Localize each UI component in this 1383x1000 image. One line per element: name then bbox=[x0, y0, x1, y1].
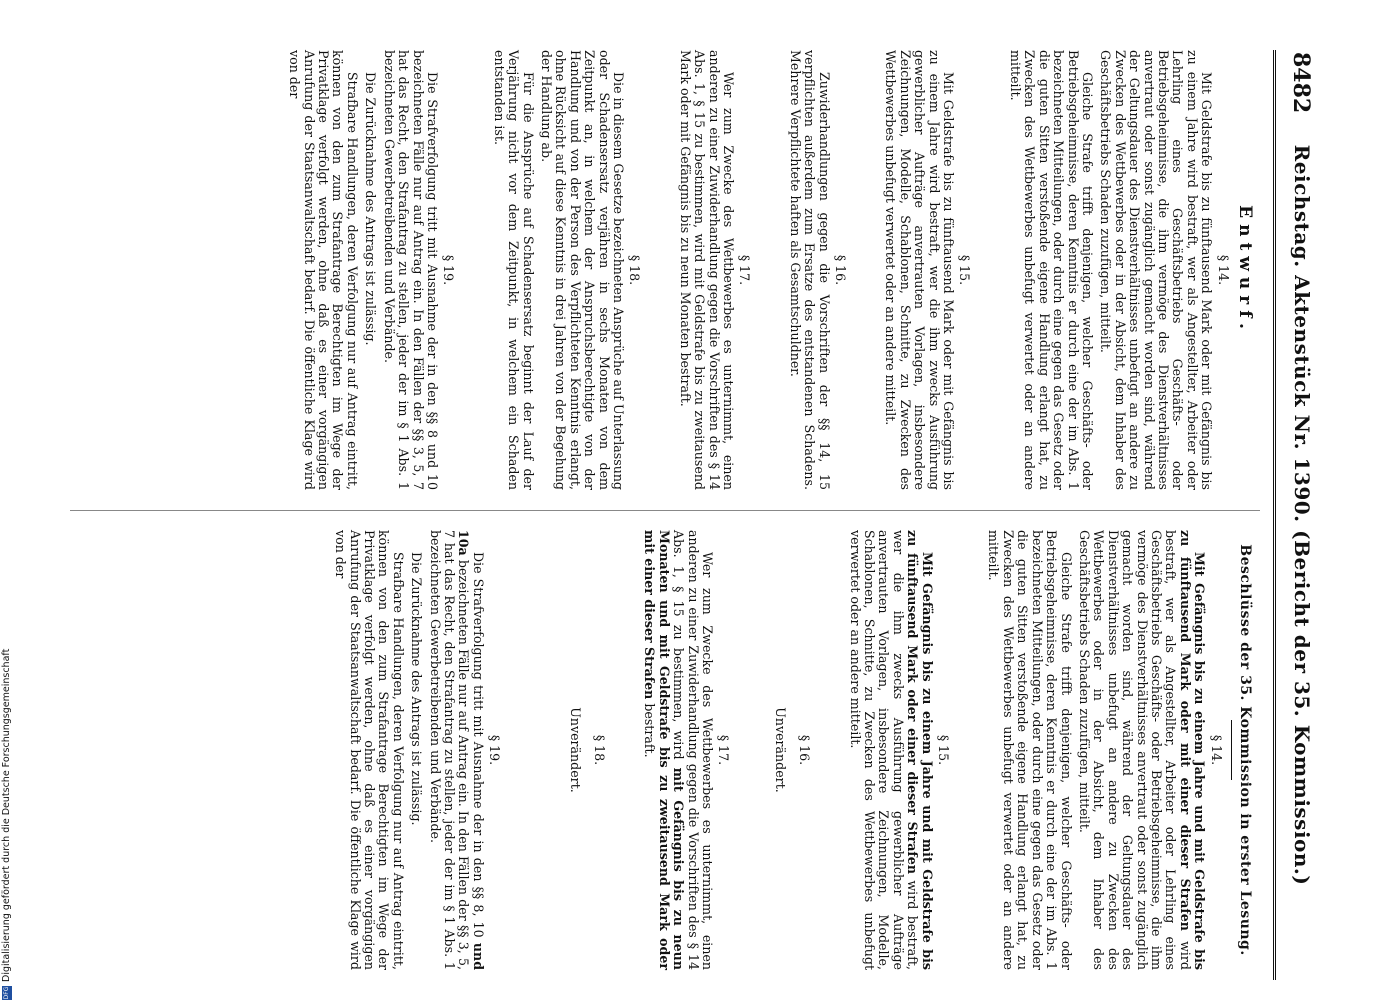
paragraph: Für die Ansprüche auf Schadensersatz beginnt der Lauf der Verjährung nicht vor dem Zeitpunkt, in welchem ein Schaden entstanden ist. bbox=[491, 50, 536, 490]
paragraph: Gleiche Strafe trifft denjenigen, welcher Geschäfts- oder Betriebsgeheimnisse, deren Kenntnis er durch eine der im Abs. 1 bezeichneten Mitteilungen, oder durch eine gegen das Gesetz oder die guten Sitten verstoßende eigene Handlung erlangt hat, zu Zwecken des Wettbewerbes unbefugt verwertet oder an andere mitteilt. bbox=[1007, 50, 1095, 490]
section-title-19: § 19. bbox=[441, 254, 457, 286]
paragraph-text: bezeichneten Fälle nur auf Antrag ein. In den Fällen der §§ 3, 5, 7 hat das Recht, den Strafantrag zu stellen, jeder der im § 1 Abs. 1 bezeichneten Gewerbetreibenden und Verbände. bbox=[427, 530, 472, 970]
section-title-16: § 16. bbox=[833, 254, 849, 286]
paragraph bbox=[1077, 530, 1207, 970]
paragraph-text: Die Strafverfolgung tritt mit Ausnahme der in den §§ 8, 10 bbox=[470, 552, 486, 943]
page-number: 8482 bbox=[1288, 52, 1314, 114]
amended-text: mit Gefängnis bis zu neun Monaten und mit Geldstrafe bis zu zweitausend Mark oder mit einer dieser Strafen bbox=[642, 530, 687, 970]
paragraph: Gleiche Strafe trifft denjenigen, welcher Geschäfts- oder Betriebsgeheimnisse, deren Kenntnis er durch eine der im Abs. 1 bezeichneten Mitteilungen, oder durch eine gegen das Gesetz oder die guten Sitten verstoßende eigene Handlung erlangt hat, zu Zwecken des Wettbewerbes unbefugt verwertet oder an andere mitteilt. bbox=[986, 530, 1074, 970]
paragraph bbox=[642, 530, 714, 970]
rotated-document-page bbox=[60, 50, 1320, 980]
paragraph: Die Zurücknahme des Antrags ist zulässig. bbox=[363, 72, 379, 346]
amended-text: und 10a bbox=[456, 530, 486, 970]
section-title-17: § 17. bbox=[716, 734, 732, 766]
paragraph bbox=[427, 530, 485, 970]
unchanged-note: Unverändert. bbox=[772, 707, 788, 793]
header-rule bbox=[1273, 50, 1276, 980]
paragraph-text: wird bestraft, wer als Angestellter, Arbeiter oder Lehrling eines Geschäftsbetriebs Geschäfts- oder Betriebsgeheimnisse, die ihm vermöge des Dienstverhältnisses anvertraut oder sonst zugänglich gemacht worden sind, während der Geltungsdauer des Dienstverhältnisses unbefugt an andere zu Zwecken des Wettbewerbes oder in der Absicht, dem Inhaber des Geschäftsbetriebs Schaden zuzufügen, mitteilt. bbox=[1076, 530, 1193, 970]
credit-text: Digitalisierung gefördert durch die Deutsche Forschungsgemeinschaft bbox=[1, 648, 12, 982]
draft-column bbox=[60, 50, 1260, 490]
draft-heading: Entwurf. bbox=[1235, 205, 1255, 335]
paragraph: Mit Geldstrafe bis zu fünftausend Mark oder mit Gefängnis bis zu einem Jahre wird bestraft, wer die ihm zwecks Ausführung gewerblicher Aufträge anvertrauten Vorlagen, insbesondere Zeichnungen, Modelle, Schablonen, Schnitte, zu Zwecken des Wettbewerbes unbefugt verwertet oder an andere mitteilt. bbox=[883, 50, 957, 490]
paragraph: Strafbare Handlungen, deren Verfolgung nur auf Antrag eintritt, können von den zum Strafantrage Berechtigten im Wege der Privatklage verfolgt werden, ohne daß es einer vorgängigen Anrufung der Staatsanwaltschaft bedarf. Die öffentliche Klage wird von der bbox=[333, 530, 406, 970]
paragraph: Zuwiderhandlungen gegen die Vorschriften der §§ 14, 15 verpflichten außerdem zum Ersatze des entstandenen Schadens. Mehrere Verpflichtete haften als Gesamtschuldner. bbox=[787, 50, 832, 490]
section-title-15: § 15. bbox=[936, 734, 952, 766]
dfg-logo-icon: DFG bbox=[2, 986, 10, 1000]
unchanged-note: Unverändert. bbox=[567, 707, 583, 793]
paragraph: Die in diesem Gesetze bezeichneten Ansprüche auf Unterlassung oder Schadensersatz verjähren in sechs Monaten von dem Zeitpunkt an, in welchem der Anspruchsberechtigte von der Handlung und von der Person des Verpflichteten Kenntnis erlangt, ohne Rücksicht auf diese Kenntnis in drei Jahren von der Begehung der Handlung ab. bbox=[538, 50, 626, 490]
paragraph: Mit Geldstrafe bis zu fünftausend Mark oder mit Gefängnis bis zu einem Jahre wird bestraft, wer als Angestellter, Arbeiter oder Lehrling eines Geschäftsbetriebs Geschäfts- oder Betriebsgeheimnisse, die ihm vermöge des Dienstverhältnisses anvertraut oder sonst zugänglich gemacht worden sind, während der Geltungsdauer des Dienstverhältnisses unbefugt an andere zu Zwecken des Wettbewerbes oder in der Absicht, dem Inhaber des Geschäftsbetriebs Schaden zuzufügen, mitteilt. bbox=[1098, 50, 1215, 490]
amended-text: Mit Gefängnis bis zu einem Jahre und mit Geldstrafe bis zu fünftausend Mark oder einer dieser Strafen bbox=[905, 530, 935, 970]
amended-text: Mit Gefängnis bis zu einem Jahre und mit Geldstrafe bis zu fünftausend Mark oder mit einer dieser Strafen bbox=[1177, 530, 1208, 970]
section-title-18: § 18. bbox=[592, 734, 607, 766]
page-title: Reichstag. Aktenstück Nr. 1390. (Bericht der 35. Kommission.) bbox=[1290, 144, 1314, 886]
page-header bbox=[1260, 50, 1320, 980]
paragraph: Wer zum Zwecke des Wettbewerbes es unternimmt, einen anderen zu einer Zuwiderhandlung gegen die Vorschriften des § 14 Abs. 1, § 15 zu bestimmen, wird mit Geldstrafe bis zu zweitausend Mark oder mit Gefängnis bis zu neun Monaten bestraft. bbox=[677, 50, 737, 490]
digitization-credit bbox=[1, 70, 13, 1000]
paragraph: Die Strafverfolgung tritt mit Ausnahme der in den §§ 8 und 10 bezeichneten Fälle nur auf Antrag ein. In den Fällen der §§ 3, 5, 7 hat das Recht, den Strafantrag zu stellen, jeder der im § 1 Abs. 1 bezeichneten Gewerbetreibenden und Verbände. bbox=[381, 50, 440, 490]
section-title-15: § 15. bbox=[957, 254, 973, 286]
column-divider bbox=[70, 510, 1260, 511]
paragraph bbox=[847, 530, 933, 970]
section-title-14: § 14. bbox=[1208, 734, 1224, 766]
section-title-16: § 16. bbox=[797, 734, 813, 766]
paragraph: Strafbare Handlungen, deren Verfolgung nur auf Antrag eintritt, können von den zum Strafantrage Berechtigten im Wege der Privatklage verfolgt werden, ohne daß es einer vorgängigen Anrufung der Staatsanwaltschaft bedarf. Die öffentliche Klage wird von der bbox=[287, 50, 360, 490]
paragraph-text: wird bestraft, wer die ihm zwecks Ausführung gewerblicher Aufträge anvertrauten Vorlagen, insbesondere Zeichnungen, Modelle, Schablonen, Schnitte, zu Zwecken des Wettbewerbes unbefugt verwertet oder an andere mitteilt. bbox=[847, 530, 921, 970]
section-title-17: § 17. bbox=[737, 254, 753, 286]
paragraph-text: Wer zum Zwecke des Wettbewerbes es unternimmt, einen anderen zu einer Zuwiderhandlung gegen die Vorschriften des § 14 Abs. 1, § 15 zu bestimmen, wird bbox=[671, 530, 716, 970]
paragraph-text: bestraft. bbox=[642, 699, 658, 758]
section-title-18: § 18. bbox=[627, 254, 643, 286]
heading-rule bbox=[1231, 720, 1232, 780]
section-title-14: § 14. bbox=[1215, 254, 1231, 286]
resolutions-heading: Beschlüsse der 35. Kommission in erster Lesung. bbox=[1237, 544, 1253, 956]
section-title-19: § 19. bbox=[487, 734, 503, 766]
paragraph: Die Zurücknahme des Antrags ist zulässig. bbox=[409, 552, 425, 826]
resolutions-column bbox=[60, 530, 1260, 970]
